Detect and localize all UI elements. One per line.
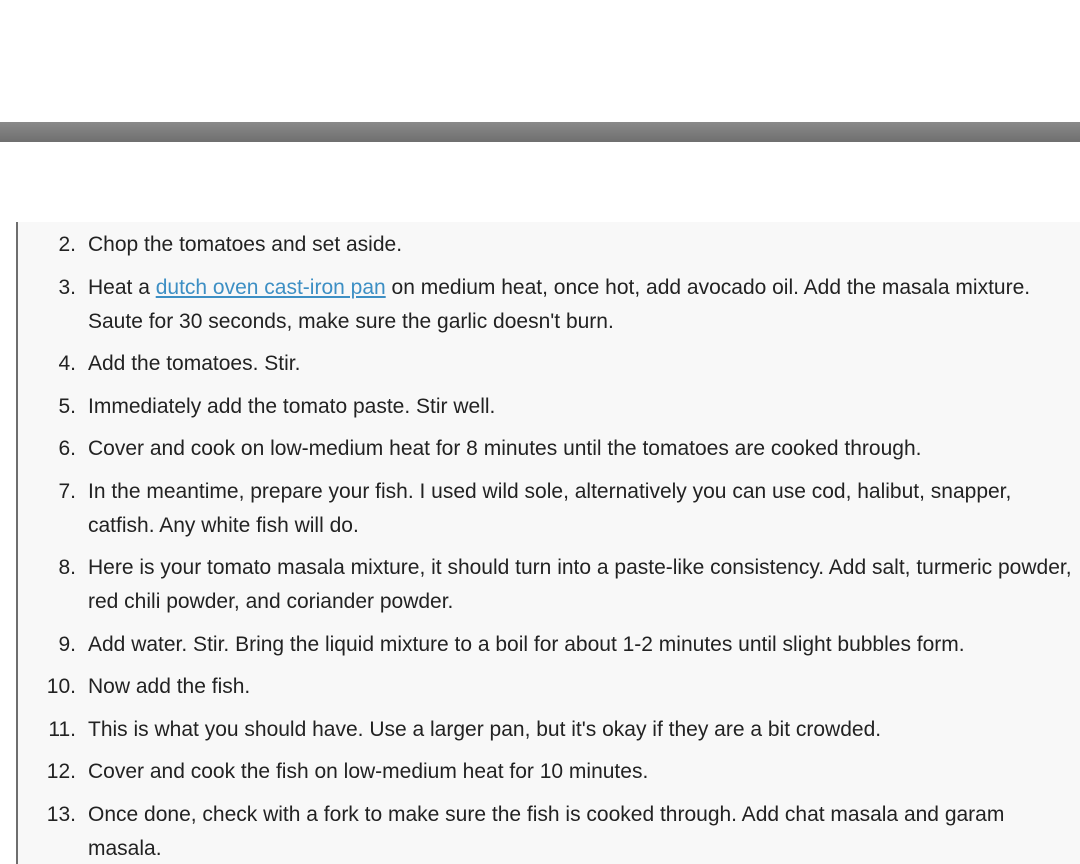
step-text: Chop the tomatoes and set aside. — [88, 233, 403, 256]
list-item — [18, 432, 1080, 466]
step-text: Cover and cook the fish on low-medium heat for 10 minutes. — [88, 760, 649, 783]
list-item — [18, 271, 1080, 339]
list-item — [18, 390, 1080, 424]
step-number: 9. — [58, 632, 76, 656]
step-number: 13. — [46, 802, 76, 826]
step-number: 3. — [58, 275, 76, 299]
step-number: 5. — [58, 394, 76, 418]
recipe-instructions-block — [16, 222, 1080, 864]
step-text: This is what you should have. Use a larger pan, but it's okay if they are a bit crowded. — [88, 717, 882, 741]
step-text: Now add the fish. — [88, 675, 251, 698]
list-item — [18, 755, 1080, 789]
list-item — [18, 228, 1080, 262]
list-item — [18, 475, 1080, 543]
step-text: Add the tomatoes. Stir. — [88, 352, 301, 375]
step-number: 11. — [48, 717, 76, 741]
list-item — [18, 713, 1080, 747]
dutch-oven-link[interactable]: dutch oven cast-iron pan — [155, 275, 386, 299]
step-number: 10. — [46, 675, 76, 698]
list-item — [18, 628, 1080, 662]
step-text: Once done, check with a fork to make sure the fish is cooked through. Add chat masala and garam masala. — [88, 802, 1005, 860]
step-text: Cover and cook on low-medium heat for 8 minutes until the tomatoes are cooked through. — [88, 437, 922, 460]
step-text: In the meantime, prepare your fish. I used wild sole, alternatively you can use cod, halibut, snapper, catfish. Any white fish will do. — [88, 479, 1012, 537]
list-item — [18, 798, 1080, 864]
instructions-list — [18, 222, 1080, 864]
step-number: 8. — [58, 556, 76, 579]
top-blank-area — [0, 0, 1080, 122]
header-divider-bar — [0, 122, 1080, 142]
step-number: 7. — [58, 479, 76, 503]
list-item — [18, 551, 1080, 619]
step-number: 6. — [58, 437, 76, 460]
step-text: Immediately add the tomato paste. Stir well. — [88, 394, 496, 418]
spacer-area — [0, 142, 1080, 222]
step-text: Here is your tomato masala mixture, it should turn into a paste-like consistency. Add salt, turmeric powder, red chili powder, and coriander powder. — [88, 556, 1072, 613]
list-item — [18, 347, 1080, 381]
step-number: 12. — [46, 760, 76, 783]
step-number: 2. — [58, 233, 76, 256]
step-text-end: on medium heat, once hot, add avocado oil. Add the masala mixture. Saute for 30 seconds, make sure the garlic doesn't burn. — [88, 275, 1031, 333]
list-item — [18, 670, 1080, 704]
step-text: Add water. Stir. Bring the liquid mixture to a boil for about 1-2 minutes until slight bubbles form. — [88, 632, 965, 656]
step-number: 4. — [58, 352, 76, 375]
step-text-start: Heat a — [88, 275, 156, 299]
